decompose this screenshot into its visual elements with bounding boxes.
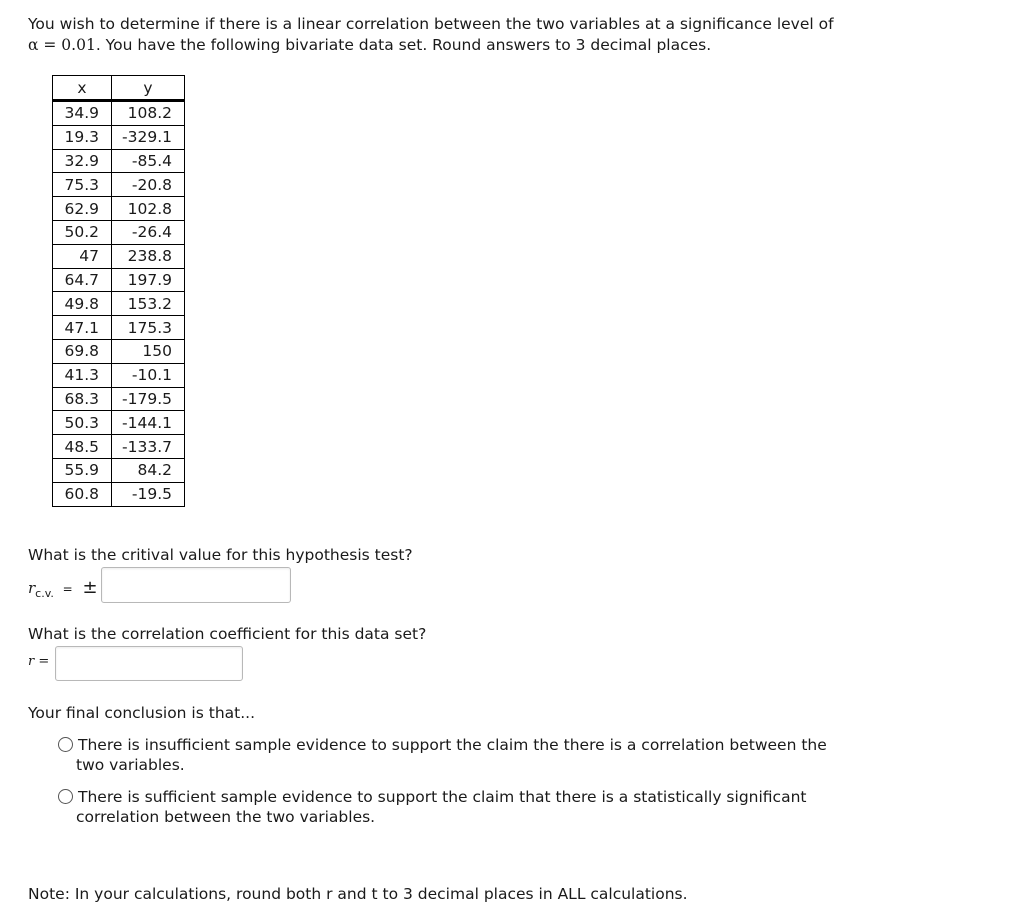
critical-value-question: What is the critival value for this hypothesis test? (28, 546, 413, 564)
table-row (53, 292, 185, 316)
option-insufficient-radio[interactable] (58, 737, 73, 752)
equals-sign: = (62, 582, 73, 596)
cell-y: -20.8 (112, 173, 185, 197)
bivariate-data-table (52, 75, 185, 507)
table-row (53, 125, 185, 149)
table-row (53, 220, 185, 244)
critical-value-label (28, 577, 98, 598)
conclusion-question: Your final conclusion is that... (28, 704, 255, 722)
cv-subscript: c.v. (35, 587, 54, 600)
cell-x: 60.8 (53, 482, 112, 506)
cell-y: 84.2 (112, 458, 185, 482)
cell-x: 75.3 (53, 173, 112, 197)
critical-value-input[interactable] (101, 567, 291, 603)
table-row (53, 173, 185, 197)
cell-y: -179.5 (112, 387, 185, 411)
option-insufficient-label[interactable]: There is insufficient sample evidence to support the claim the there is a correlation between the two variables. (76, 736, 827, 774)
cell-x: 47 (53, 244, 112, 268)
table-body (53, 101, 185, 507)
cell-x: 62.9 (53, 197, 112, 221)
alpha-value: α = 0.01 (28, 36, 96, 54)
cell-y: -133.7 (112, 435, 185, 459)
correlation-question: What is the correlation coefficient for this data set? (28, 625, 427, 643)
cell-x: 48.5 (53, 435, 112, 459)
option-sufficient-label[interactable]: There is sufficient sample evidence to support the claim that there is a statistically significant correlation between the two variables. (76, 788, 807, 826)
cell-y: 153.2 (112, 292, 185, 316)
cell-y: 197.9 (112, 268, 185, 292)
intro-line-2-text: . You have the following bivariate data set. Round answers to 3 decimal places. (95, 36, 712, 54)
table-row (53, 316, 185, 340)
calculation-note: Note: In your calculations, round both r and t to 3 decimal places in ALL calculations. (28, 885, 688, 903)
option-sufficient-radio[interactable] (58, 789, 73, 804)
table-row (53, 458, 185, 482)
table-row (53, 149, 185, 173)
cell-x: 41.3 (53, 363, 112, 387)
table-row (53, 435, 185, 459)
cell-y: 102.8 (112, 197, 185, 221)
cell-x: 68.3 (53, 387, 112, 411)
cell-x: 32.9 (53, 149, 112, 173)
problem-intro (28, 14, 988, 56)
cell-x: 64.7 (53, 268, 112, 292)
cell-y: 238.8 (112, 244, 185, 268)
cell-y: 175.3 (112, 316, 185, 340)
cell-y: -10.1 (112, 363, 185, 387)
table-row (53, 411, 185, 435)
table-row (53, 101, 185, 126)
cell-x: 55.9 (53, 458, 112, 482)
plus-minus-symbol: ± (82, 577, 98, 598)
column-header-y: y (112, 76, 185, 101)
table-row (53, 268, 185, 292)
intro-line-2 (28, 35, 988, 56)
intro-line-1: You wish to determine if there is a linear correlation between the two variables at a significance level of (28, 15, 834, 33)
correlation-input[interactable] (55, 646, 243, 681)
table-row (53, 244, 185, 268)
cell-y: -19.5 (112, 482, 185, 506)
cell-x: 69.8 (53, 339, 112, 363)
cell-y: 150 (112, 339, 185, 363)
table-header-row (53, 76, 185, 101)
table-row (53, 387, 185, 411)
table-row (53, 482, 185, 506)
cell-y: -26.4 (112, 220, 185, 244)
r-label: r = (28, 654, 50, 669)
table-row (53, 363, 185, 387)
cell-x: 47.1 (53, 316, 112, 340)
cell-x: 50.2 (53, 220, 112, 244)
table-row (53, 339, 185, 363)
cell-x: 19.3 (53, 125, 112, 149)
cell-y: 108.2 (112, 101, 185, 126)
table-row (53, 197, 185, 221)
cell-y: -329.1 (112, 125, 185, 149)
cell-x: 49.8 (53, 292, 112, 316)
cell-x: 34.9 (53, 101, 112, 126)
column-header-x: x (53, 76, 112, 101)
cell-y: -85.4 (112, 149, 185, 173)
r-symbol: r (28, 579, 36, 597)
cell-y: -144.1 (112, 411, 185, 435)
cell-x: 50.3 (53, 411, 112, 435)
